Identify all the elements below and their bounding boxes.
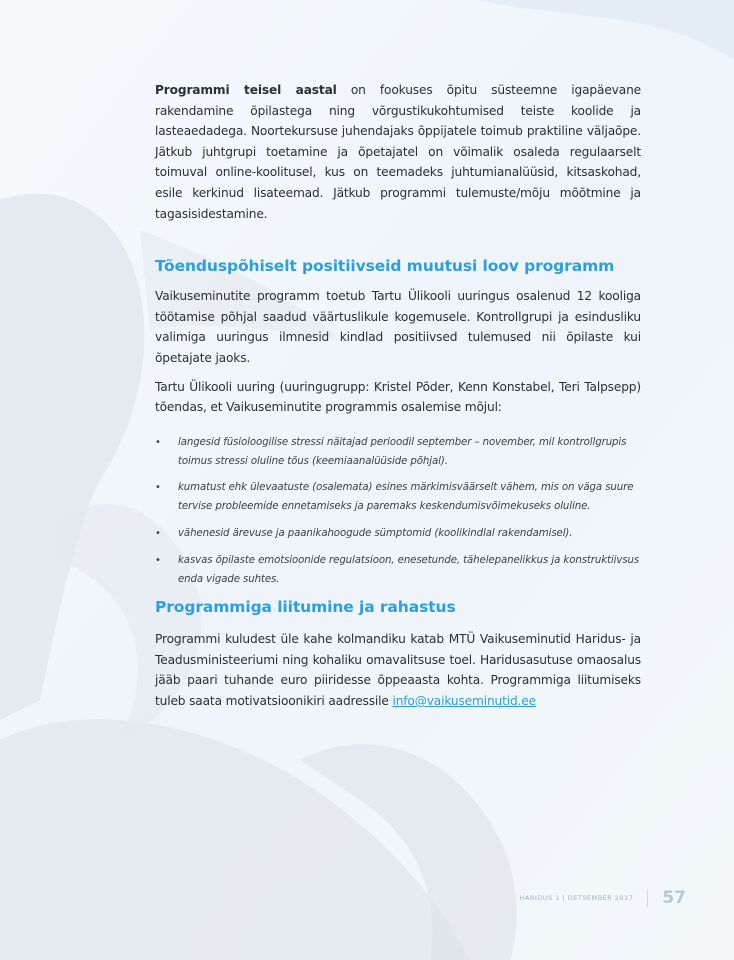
evidence-paragraph: Vaikuseminutite programm toetub Tartu Ülikooli uuringus osalenud 12 kooliga töötamise põhjal saadud väärtuslikule kogemusele. Kontrollgrupi ja esindusliku valimiga uuringus ilmnesid kindlad positiivsed tulemused nii õpilaste kui õpetajate jaoks. (155, 289, 641, 365)
results-list (155, 434, 641, 590)
list-item-text: vähenesid ärevuse ja paanikahoogude sümptomid (koolikindlal rakendamisel). (178, 527, 573, 539)
intro-bold-lead: Programmi teisel aastal (155, 83, 337, 97)
list-item (155, 479, 641, 517)
bullet-icon: • (155, 554, 161, 566)
funding-paragraph (155, 629, 641, 711)
page-footer (500, 888, 686, 908)
footer-divider (647, 889, 648, 907)
funding-text: Programmi kuludest üle kahe kolmandiku katab MTÜ Vaikuseminutid Haridus- ja Teadusministeeriumi ning kohaliku omavalitsuse toel. Haridusasutuse omaosalus jääb paari tuhande euro piiridesse õppeaasta kohta. Programmiga liitumiseks tuleb saata motivatsioonikiri aadressile (155, 632, 641, 709)
list-item (155, 552, 641, 590)
section-heading-evidence: Tõenduspõhiselt positiivseid muutusi loov programm (155, 257, 615, 276)
study-paragraph: Tartu Ülikooli uuring (uuringugrupp: Kristel Põder, Kenn Konstabel, Teri Talpsepp) tõendas, et Vaikuseminutite programmis osalemise mõjul: (155, 379, 641, 415)
list-item (155, 434, 641, 472)
bullet-icon: • (155, 436, 161, 448)
issue-label: HARIDUS 1 | DETSEMBER 2017 (519, 894, 634, 902)
article-page (155, 80, 641, 712)
list-item-text: kasvas õpilaste emotsioonide regulatsioon, enesetunde, tähelepanelikkus ja konstruktiivsus enda vigade suhtes. (178, 554, 640, 585)
email-link[interactable]: info@vaikuseminutid.ee (392, 694, 536, 709)
list-item-text: langesid füsioloogilise stressi näitajad perioodil september – november, mil kontrollgrupis toimus stressi oluline tõus (keemiaanalüüside põhjal). (178, 436, 627, 467)
section-heading-joining: Programmiga liitumine ja rahastus (155, 598, 456, 617)
list-item-text: kumatust ehk ülevaatuste (osalemata) esines märkimisväärselt vähem, mis on väga suure tervise probleemide ennetamiseks ja paremaks keskendumisvõimekuseks oluline. (178, 482, 634, 513)
bullet-icon: • (155, 527, 161, 539)
intro-paragraph (155, 80, 641, 224)
bullet-icon: • (155, 482, 161, 494)
intro-text: on fookuses õpitu süsteemne igapäevane rakendamine õpilastega ning võrgustikukohtumised teiste koolide ja lasteaedadega. Noortekursuse juhendajaks õppijatele toimub praktiline väljaõpe. Jätkub juhtgrupi toetamine ja õpetajatel on võimalik osaleda regulaarselt toimuval online-koolitusel, kus on teemadeks juhtumianalüüsid, kitsaskohad, esile kerkinud lisateemad. Jätkub programmi tulemuste/mõju mõõtmine ja tagasisidestamine. (155, 83, 641, 221)
list-item (155, 525, 641, 544)
page-number: 57 (662, 888, 686, 908)
